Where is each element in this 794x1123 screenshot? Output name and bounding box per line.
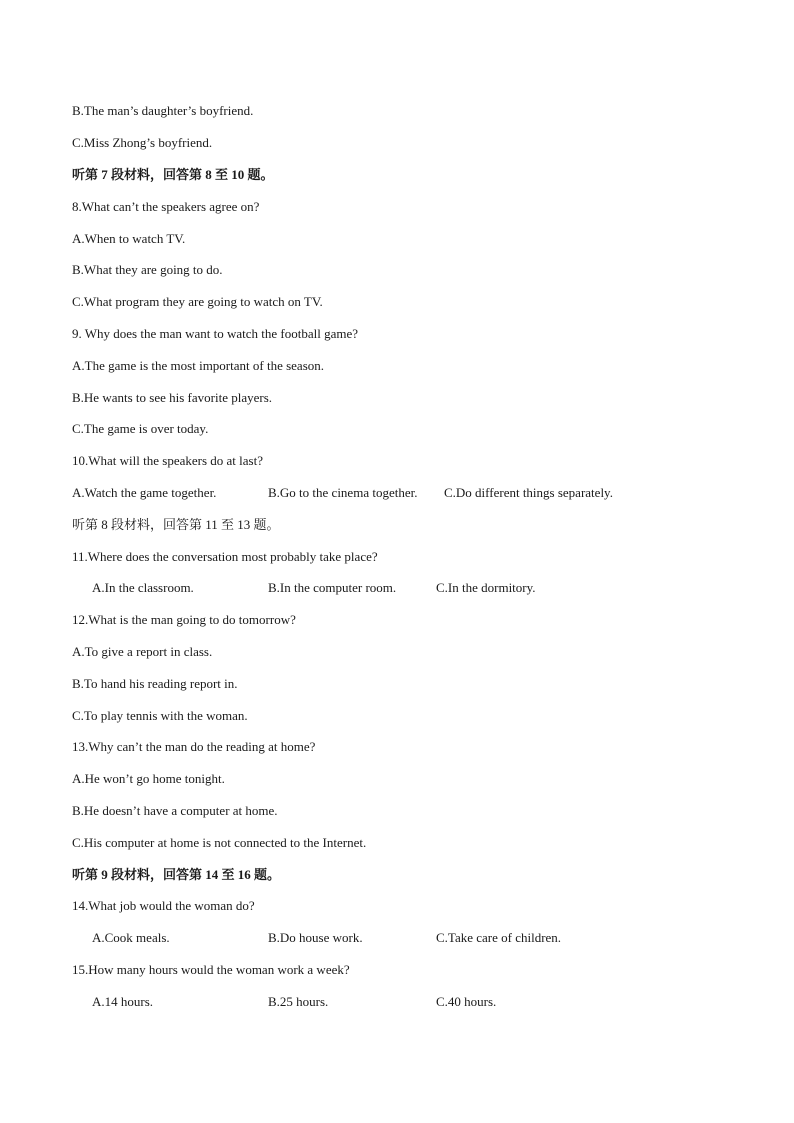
q12-option-b: B.To hand his reading report in. xyxy=(72,676,238,691)
q8-option-a: A.When to watch TV. xyxy=(72,231,186,246)
q10-option-c: C.Do different things separately. xyxy=(444,485,613,500)
q11-option-c: C.In the dormitory. xyxy=(436,580,536,595)
q9-option-a: A.The game is the most important of the season. xyxy=(72,358,325,373)
section-header-8: 听第 8 段材料，回答第 11 至 13 题。 xyxy=(72,517,280,532)
question-12: 12.What is the man going to do tomorrow? xyxy=(72,612,296,627)
q7-option-c: C.Miss Zhong’s boyfriend. xyxy=(72,135,213,150)
q9-option-c: C.The game is over today. xyxy=(72,421,209,436)
question-10: 10.What will the speakers do at last? xyxy=(72,453,263,468)
question-15: 15.How many hours would the woman work a week? xyxy=(72,962,350,977)
q12-option-c: C.To play tennis with the woman. xyxy=(72,708,248,723)
question-11: 11.Where does the conversation most probably take place? xyxy=(72,549,378,564)
q15-option-a: A.14 hours. xyxy=(92,994,154,1009)
q14-option-b: B.Do house work. xyxy=(268,930,363,945)
q10-option-b: B.Go to the cinema together. xyxy=(268,485,418,500)
q13-option-c: C.His computer at home is not connected to the Internet. xyxy=(72,835,367,850)
q11-option-b: B.In the computer room. xyxy=(268,580,397,595)
q15-option-b: B.25 hours. xyxy=(268,994,329,1009)
q13-option-a: A.He won’t go home tonight. xyxy=(72,771,225,786)
q14-option-a: A.Cook meals. xyxy=(92,930,170,945)
q11-option-a: A.In the classroom. xyxy=(92,580,194,595)
q13-option-b: B.He doesn’t have a computer at home. xyxy=(72,803,278,818)
question-9: 9. Why does the man want to watch the football game? xyxy=(72,326,359,341)
q9-option-b: B.He wants to see his favorite players. xyxy=(72,390,273,405)
q14-option-c: C.Take care of children. xyxy=(436,930,562,945)
q12-option-a: A.To give a report in class. xyxy=(72,644,213,659)
question-13: 13.Why can’t the man do the reading at home? xyxy=(72,739,316,754)
question-14: 14.What job would the woman do? xyxy=(72,898,255,913)
section-header-9: 听第 9 段材料，回答第 14 至 16 题。 xyxy=(72,867,281,882)
q15-option-c: C.40 hours. xyxy=(436,994,497,1009)
q8-option-b: B.What they are going to do. xyxy=(72,262,223,277)
q8-option-c: C.What program they are going to watch on TV. xyxy=(72,294,323,309)
question-8: 8.What can’t the speakers agree on? xyxy=(72,199,260,214)
section-header-7: 听第 7 段材料，回答第 8 至 10 题。 xyxy=(72,167,274,182)
q7-option-b: B.The man’s daughter’s boyfriend. xyxy=(72,103,254,118)
q10-option-a: A.Watch the game together. xyxy=(72,485,217,500)
